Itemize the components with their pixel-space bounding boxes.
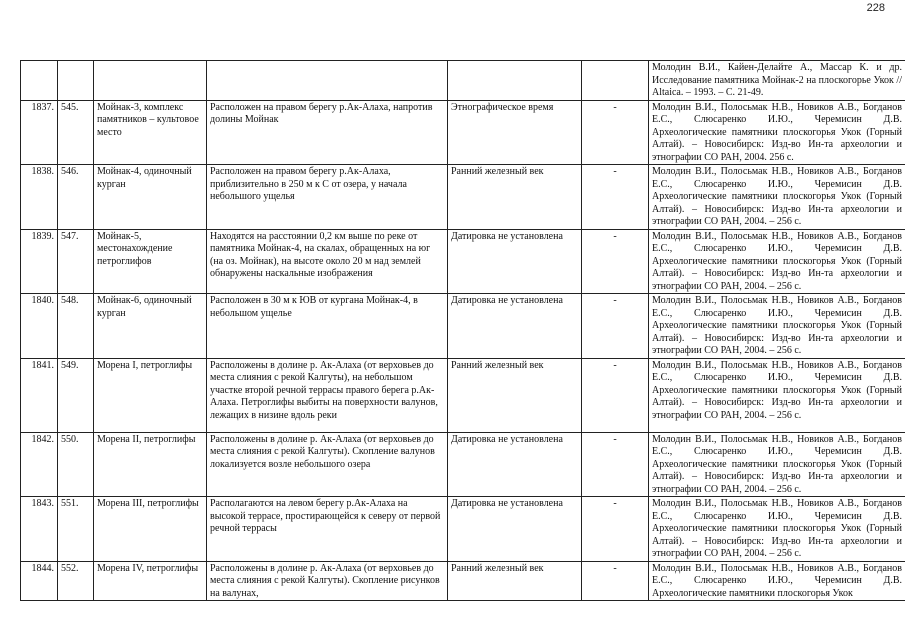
cell-extra: -: [582, 358, 649, 432]
cell-monument-name: Морена IV, петроглифы: [94, 561, 207, 601]
cell-global-number: 1840.: [21, 294, 58, 359]
cell-location: Расположен на правом берегу р.Ак-Алаха, приблизительно в 250 м к С от озера, у начала небольшого ущелья: [207, 165, 448, 230]
cell-literature: Молодин В.И., Полосьмак Н.В., Новиков А.В., Богданов Е.С., Слюсаренко И.Ю., Черемисин Д.В. Археологические памятники плоскогорья Укок (Горный Алтай). – Новосибирск: Изд-во Ин-та археологии и этнографии СО РАН, 2004. – 256 с.: [649, 229, 905, 294]
cell-local-number: 548.: [58, 294, 94, 359]
cell-monument-name: Мойнак-4, одиночный курган: [94, 165, 207, 230]
cell-monument-name: Мойнак-6, одиночный курган: [94, 294, 207, 359]
cell-local-number: 550.: [58, 432, 94, 497]
cell-dating: Этнографическое время: [448, 100, 582, 165]
cell-literature: Молодин В.И., Полосьмак Н.В., Новиков А.В., Богданов Е.С., Слюсаренко И.Ю., Черемисин Д.В. Археологические памятники плоскогорья Укок (Горный Алтай). – Новосибирск: Изд-во Ин-та археологии и этнографии СО РАН, 2004. – 256 с.: [649, 432, 905, 497]
cell-dating: Датировка не установлена: [448, 294, 582, 359]
cell-global-number: 1841.: [21, 358, 58, 432]
cell-location: Располагаются на левом берегу р.Ак-Алаха на высокой террасе, простирающейся к северу от первой речной террасы: [207, 497, 448, 562]
cell-location: Находятся на расстоянии 0,2 км выше по реке от памятника Мойнак-4, на скалах, обращенных на юг (на оз. Мойнак), на высоте около 20 м над землей обнаружены наскальные изображения: [207, 229, 448, 294]
table-row: [21, 294, 905, 359]
cell-extra: -: [582, 294, 649, 359]
table-row: [21, 561, 905, 601]
cell-monument-name: Морена I, петроглифы: [94, 358, 207, 432]
cell-location: Расположены в долине р. Ак-Алаха (от верховьев до места слияния с рекой Калгуты). Скопление рисунков на валунах,: [207, 561, 448, 601]
cell-dating: Датировка не установлена: [448, 229, 582, 294]
cell-literature: Молодин В.И., Полосьмак Н.В., Новиков А.В., Богданов Е.С., Слюсаренко И.Ю., Черемисин Д.В. Археологические памятники плоскогорья Укок (Горный Алтай). – Новосибирск: Изд-во Ин-та археологии и этнографии СО РАН, 2004. – 256 с.: [649, 294, 905, 359]
cell-local-number: 549.: [58, 358, 94, 432]
cell-extra: -: [582, 100, 649, 165]
cell-local-number: 546.: [58, 165, 94, 230]
cell-monument-name: Морена III, петроглифы: [94, 497, 207, 562]
table-row: [21, 432, 905, 497]
cell-dating: Датировка не установлена: [448, 497, 582, 562]
cell-monument-name: [94, 61, 207, 101]
cell-monument-name: Мойнак-3, комплекс памятников – культовое место: [94, 100, 207, 165]
cell-literature: Молодин В.И., Полосьмак Н.В., Новиков А.В., Богданов Е.С., Слюсаренко И.Ю., Черемисин Д.В. Археологические памятники плоскогорья Укок (Горный Алтай). – Новосибирск: Изд-во Ин-та археологии и этнографии СО РАН, 2004. – 256 с.: [649, 358, 905, 432]
cell-dating: Ранний железный век: [448, 358, 582, 432]
cell-global-number: 1838.: [21, 165, 58, 230]
cell-monument-name: Мойнак-5, местонахождение петроглифов: [94, 229, 207, 294]
cell-location: [207, 61, 448, 101]
cell-global-number: 1842.: [21, 432, 58, 497]
cell-literature: Молодин В.И., Полосьмак Н.В., Новиков А.В., Богданов Е.С., Слюсаренко И.Ю., Черемисин Д.В. Археологические памятники плоскогорья Укок: [649, 561, 905, 601]
cell-location: Расположен в 30 м к ЮВ от кургана Мойнак-4, в небольшом ущелье: [207, 294, 448, 359]
page-number: 228: [866, 2, 885, 14]
cell-extra: -: [582, 497, 649, 562]
cell-dating: Ранний железный век: [448, 561, 582, 601]
cell-extra: -: [582, 229, 649, 294]
monuments-registry-table: [20, 60, 905, 601]
cell-location: Расположены в долине р. Ак-Алаха (от верховьев до места слияния с рекой Калгуты), на небольшом участке второй речной террасы правого берега р.Ак-Алаха. Петроглифы выбиты на поверхности валунов, лежащих в низине вдоль реки: [207, 358, 448, 432]
cell-global-number: 1844.: [21, 561, 58, 601]
table-row: [21, 358, 905, 432]
cell-global-number: 1843.: [21, 497, 58, 562]
cell-dating: [448, 61, 582, 101]
cell-extra: -: [582, 432, 649, 497]
cell-dating: Датировка не установлена: [448, 432, 582, 497]
cell-dating: Ранний железный век: [448, 165, 582, 230]
cell-local-number: 547.: [58, 229, 94, 294]
table-row: [21, 100, 905, 165]
cell-literature: Молодин В.И., Полосьмак Н.В., Новиков А.В., Богданов Е.С., Слюсаренко И.Ю., Черемисин Д.В. Археологические памятники плоскогорья Укок (Горный Алтай). – Новосибирск: Изд-во Ин-та археологии и этнографии СО РАН, 2004. – 256 с.: [649, 497, 905, 562]
cell-extra: -: [582, 561, 649, 601]
cell-global-number: [21, 61, 58, 101]
cell-global-number: 1839.: [21, 229, 58, 294]
cell-extra: [582, 61, 649, 101]
cell-extra: -: [582, 165, 649, 230]
cell-location: Расположены в долине р. Ак-Алаха (от верховьев до места слияния с рекой Калгуты). Скопление валунов локализуется возле небольшого озера: [207, 432, 448, 497]
table-row: [21, 229, 905, 294]
cell-literature: Молодин В.И., Полосьмак Н.В., Новиков А.В., Богданов Е.С., Слюсаренко И.Ю., Черемисин Д.В. Археологические памятники плоскогорья Укок (Горный Алтай). – Новосибирск: Изд-во Ин-та археологии и этнографии СО РАН, 2004. 256 с.: [649, 100, 905, 165]
cell-monument-name: Морена II, петроглифы: [94, 432, 207, 497]
table-row-continued: [21, 61, 905, 101]
cell-local-number: 551.: [58, 497, 94, 562]
cell-location: Расположен на правом берегу р.Ак-Алаха, напротив долины Мойнак: [207, 100, 448, 165]
cell-local-number: 545.: [58, 100, 94, 165]
table-row: [21, 497, 905, 562]
cell-literature: Молодин В.И., Полосьмак Н.В., Новиков А.В., Богданов Е.С., Слюсаренко И.Ю., Черемисин Д.В. Археологические памятники плоскогорья Укок (Горный Алтай). – Новосибирск: Изд-во Ин-та археологии и этнографии СО РАН, 2004. – 256 с.: [649, 165, 905, 230]
cell-local-number: 552.: [58, 561, 94, 601]
table-row: [21, 165, 905, 230]
cell-local-number: [58, 61, 94, 101]
cell-global-number: 1837.: [21, 100, 58, 165]
cell-literature: Молодин В.И., Кайен-Делайте А., Массар К. и др. Исследование памятника Мойнак-2 на плоскогорье Укок // Altaica. – 1993. – С. 21-49.: [649, 61, 905, 101]
